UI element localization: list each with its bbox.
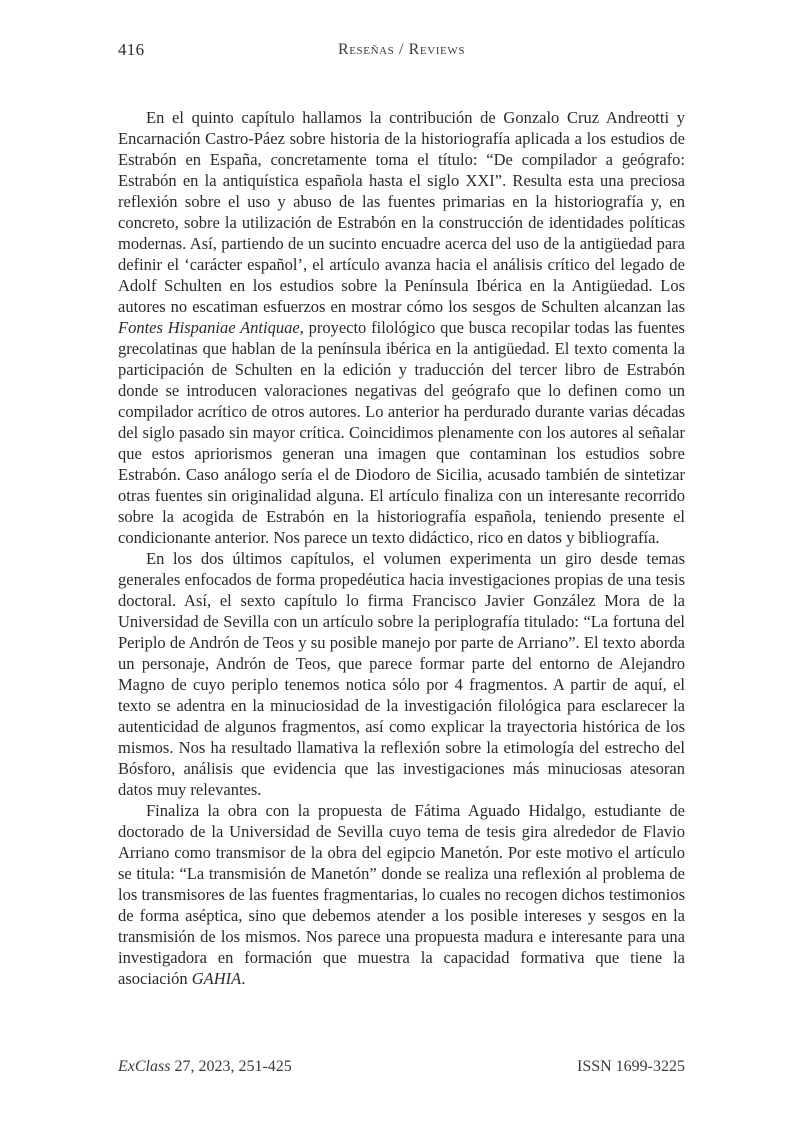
journal-title-italic: ExClass xyxy=(118,1058,171,1075)
paragraph-text: En los dos últimos capítulos, el volumen experimenta un giro desde temas generales enfocados de forma propedéutica hacia investigaciones propias de una tesis doctoral. Así, el sexto capítulo lo firma Francisco Javier González Mora de la Universidad de Sevilla con un artículo sobre la periplografía titulado: “La fortuna del Periplo de Andrón de Teos y su posible manejo por parte de Arriano”. El texto aborda un personaje, Andrón de Teos, que parece formar parte del entorno de Alejandro Magno de cuyo periplo tenemos notica sólo por 4 fragmentos. A partir de aquí, el texto se adentra en la minuciosidad de la investigación filológica para esclarecer la autenticidad de algunos fragmentos, así como explicar la trayectoria histórica de los mismos. Nos ha resultado llamativa la reflexión sobre la etimología del estrecho del Bósforo, análisis que evidencia que las investigaciones más minuciosas atesoran datos muy relevantes. xyxy=(118,549,685,799)
running-head-title: Reseñas / Reviews xyxy=(337,41,466,58)
page-number: 416 xyxy=(118,40,145,59)
journal-ref-rest: 27, 2023, 251-425 xyxy=(170,1058,292,1075)
paragraph-final xyxy=(118,800,685,989)
paragraph-text: En el quinto capítulo hallamos la contribución de Gonzalo Cruz Andreotti y Encarnación Castro-Páez sobre historia de la historiografía aplicada a los estudios de Estrabón en España, concretamente toma el título: “De compilador a geógrafo: Estrabón en la antiquística española hasta el siglo XXI”. Resulta esta una preciosa reflexión sobre el uso y abuso de las fuentes primarias en la historiografía y, en concreto, sobre la utilización de Estrabón en la construcción de identidades políticas modernas. Así, partiendo de un sucinto encuadre acerca del uso de la antigüedad para definir el ‘carácter español’, el artículo avanza hacia el análisis crítico del legado de Adolf Schulten en los estudios sobre la Península Ibérica en la Antigüedad. Los autores no escatiman esfuerzos en mostrar cómo los sesgos de Schulten alcanzan las xyxy=(118,108,685,316)
review-body xyxy=(118,107,685,989)
running-head xyxy=(118,40,685,62)
paragraph-chapter-five xyxy=(118,107,685,548)
paragraph-text: . xyxy=(241,969,246,988)
association-name-italic: GAHIA xyxy=(191,969,242,988)
book-title-italic: Fontes Hispaniae Antiquae xyxy=(118,318,300,337)
paragraph-chapter-six xyxy=(118,548,685,800)
paragraph-text: , proyecto filológico que busca recopilar todas las fuentes grecolatinas que hablan de la península ibérica en la antigüedad. El texto comenta la participación de Schulten en la edición y traducción del tercer libro de Estrabón donde se introducen valoraciones negativas del geógrafo que lo definen como un compilador acrítico de otros autores. Lo anterior ha perdurado durante varias décadas del siglo pasado sin mayor crítica. Coincidimos plenamente con los autores al señalar que estos apriorismos generan una imagen que contaminan los estudios sobre Estrabón. Caso análogo sería el de Diodoro de Sicilia, acusado también de sintetizar otras fuentes sin originalidad alguna. El artículo finaliza con un interesante recorrido sobre la acogida de Estrabón en la historiografía española, teniendo presente el condicionante anterior. Nos parece un texto didáctico, rico en datos y bibliografía. xyxy=(118,318,685,547)
issn: ISSN 1699-3225 xyxy=(576,1058,685,1075)
paragraph-text: Finaliza la obra con la propuesta de Fátima Aguado Hidalgo, estudiante de doctorado de la Universidad de Sevilla cuyo tema de tesis gira alrededor de Flavio Arriano como transmisor de la obra del egipcio Manetón. Por este motivo el artículo se titula: “La transmisión de Manetón” donde se realiza una reflexión al problema de los transmisores de las fuentes fragmentarias, lo cuales no recogen dichos testimonios de forma aséptica, sino que debemos atender a los posible intereses y sesgos en la transmisión de los mismos. Nos parece una propuesta madura e interesante para una investigadora en formación que muestra la capacidad formativa que tiene la asociación xyxy=(118,801,685,988)
journal-reference xyxy=(118,1058,292,1076)
page-footer xyxy=(118,1058,685,1076)
